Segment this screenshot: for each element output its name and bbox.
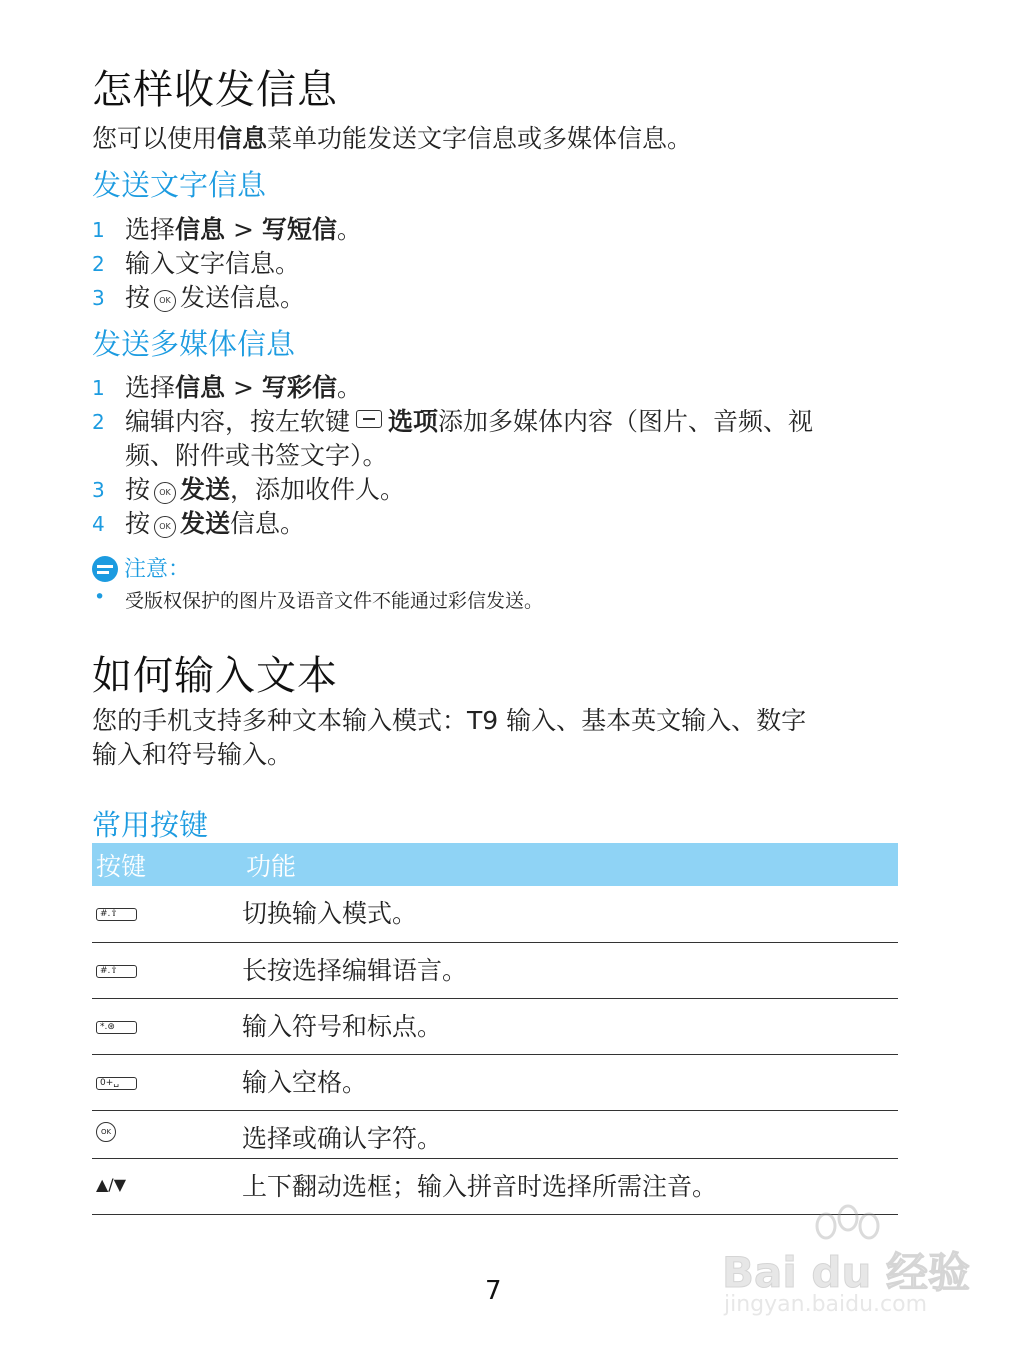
hash-key-icon: #.⇧	[96, 965, 137, 978]
step-number: 3	[92, 478, 105, 502]
table-row	[92, 1110, 898, 1158]
note-text: 受版权保护的图片及语音文件不能通过彩信发送。	[125, 590, 544, 612]
baidu-jingyan-watermark	[722, 1204, 972, 1324]
heading-send-mms: 发送多媒体信息	[92, 327, 296, 361]
ok-key-icon: OK	[154, 482, 176, 504]
watermark-brand: Bai du 经验	[722, 1248, 970, 1297]
step-number: 1	[92, 218, 105, 242]
section-title-text-input: 如何输入文本	[92, 653, 338, 699]
note-heading	[92, 552, 190, 583]
intro-text: 您可以使用	[92, 124, 218, 153]
messaging-intro	[92, 122, 898, 156]
function-cell: 上下翻动选框；输入拼音时选择所需注音。	[242, 1158, 898, 1214]
function-cell: 输入符号和标点。	[242, 998, 898, 1054]
bullet-dot: •	[94, 586, 106, 608]
table-row	[92, 942, 898, 998]
note-icon	[92, 556, 118, 582]
star-key-icon: *.⊛	[96, 1021, 137, 1034]
left-softkey-icon	[356, 410, 382, 428]
step-number: 3	[92, 286, 105, 310]
header-key: 按键	[92, 843, 242, 886]
up-down-arrows-icon: ▲/▼	[96, 1174, 126, 1194]
heading-common-keys: 常用按键	[92, 808, 209, 842]
table-row	[92, 998, 898, 1054]
function-cell: 输入空格。	[242, 1054, 898, 1110]
function-cell: 长按选择编辑语言。	[242, 942, 898, 998]
step-text: 选择信息 > 写彩信。	[125, 373, 362, 402]
zero-key-icon: 0+␣	[96, 1077, 137, 1090]
note-label: 注意：	[124, 557, 191, 582]
intro-line-2: 输入和符号输入。	[92, 740, 293, 769]
page-number: 7	[485, 1276, 502, 1306]
table-row	[92, 1054, 898, 1110]
step-text: 按 OK 发送，添加收件人。	[125, 475, 406, 504]
step-number: 1	[92, 376, 105, 400]
watermark-url: jingyan.baidu.com	[724, 1292, 928, 1317]
step-number: 4	[92, 512, 105, 536]
ok-key-icon: OK	[96, 1122, 116, 1142]
intro-text-end: 菜单功能发送文字信息或多媒体信息。	[267, 124, 693, 153]
function-cell: 选择或确认字符。	[242, 1110, 898, 1158]
table-header-row	[92, 843, 898, 886]
step-text: 按 OK 发送信息。	[125, 509, 306, 538]
keys-table	[92, 843, 898, 1215]
function-cell: 切换输入模式。	[242, 886, 898, 942]
ok-key-icon: OK	[154, 516, 176, 538]
step-text: 编辑内容，按左软键 选项添加多媒体内容（图片、音频、视 频、附件或书签文字）。	[125, 407, 814, 470]
hash-key-icon: #.⇧	[96, 908, 137, 921]
heading-send-sms: 发送文字信息	[92, 168, 267, 202]
intro-bold-text: 信息	[217, 124, 268, 153]
table-row	[92, 886, 898, 942]
step-number: 2	[92, 252, 105, 276]
section-title-messaging: 怎样收发信息	[92, 67, 338, 113]
intro-line-1: 您的手机支持多种文本输入模式：T9 输入、基本英文输入、数字	[92, 706, 807, 735]
step-text: 选择信息 > 写短信。	[125, 215, 362, 244]
header-function: 功能	[242, 843, 898, 886]
text-input-intro	[92, 704, 898, 772]
ok-key-icon: OK	[154, 290, 176, 312]
step-number: 2	[92, 410, 105, 434]
step-text: 输入文字信息。	[125, 249, 301, 278]
step-text: 按 OK 发送信息。	[125, 283, 306, 312]
